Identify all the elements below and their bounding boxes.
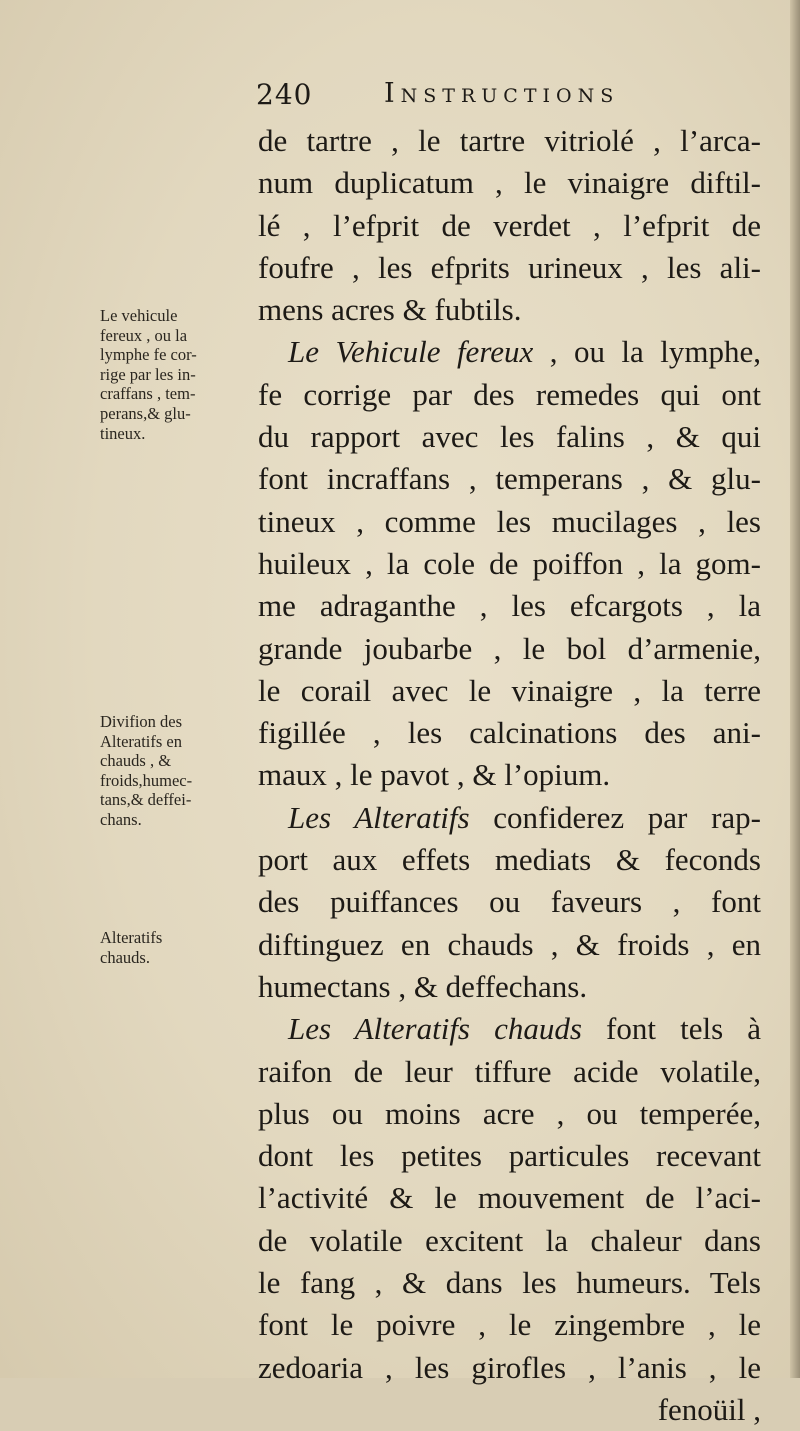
text-line	[258, 881, 761, 923]
text-line	[258, 205, 761, 247]
text-segment: dont les petites particules recevant	[258, 1138, 761, 1174]
text-segment: des puiffances ou faveurs , font	[258, 884, 761, 920]
text-line	[258, 374, 761, 416]
margin-note-line: chauds , &	[100, 751, 172, 771]
text-segment: de volatile excitent la chaleur dans	[258, 1222, 761, 1258]
text-segment: num duplicatum , le vinaigre diftil-	[258, 165, 761, 201]
text-segment: me adraganthe , les efcargots , la	[258, 588, 761, 624]
italic-segment: Les Alteratifs chauds	[288, 1011, 582, 1047]
text-segment: diftinguez en chauds , & froids , en	[258, 926, 761, 962]
margin-note-line: chauds.	[100, 947, 150, 967]
margin-note-line: perans,& glu-	[100, 403, 191, 423]
text-segment: confiderez par rap-	[469, 799, 761, 835]
text-segment: de tartre , le tartre vitriolé , l’arca-	[258, 123, 761, 158]
text-line	[258, 120, 761, 162]
margin-note-line: tans,& deffei-	[100, 790, 192, 810]
text-segment: lé , l’efprit de verdet , l’efprit de	[258, 207, 761, 243]
text-segment: le fang , & dans les humeurs. Tels	[258, 1265, 761, 1301]
text-segment: grande joubarbe , le bol d’armenie,	[258, 630, 761, 666]
running-head: Instructions	[384, 78, 620, 109]
text-segment: mens acres & fubtils.	[258, 292, 522, 328]
text-line	[258, 247, 761, 289]
text-segment: l’activité & le mouvement de l’aci-	[258, 1180, 761, 1216]
text-line	[258, 543, 761, 585]
text-segment: port aux effets mediats & feconds	[258, 842, 761, 878]
text-line	[258, 1304, 761, 1346]
margin-note-line: froids,humec-	[100, 770, 193, 790]
text-line	[258, 628, 761, 670]
text-segment: font incraffans , temperans , & glu-	[258, 461, 761, 497]
text-line	[258, 1051, 761, 1093]
margin-note-line: craffans , tem-	[100, 384, 196, 404]
text-segment: raifon de leur tiffure acide volatile,	[258, 1053, 761, 1089]
text-line	[258, 331, 761, 373]
margin-note-chauds	[100, 928, 260, 967]
margin-note-line: fereux , ou la	[100, 325, 188, 345]
text-line	[258, 416, 761, 458]
text-segment: font tels à	[581, 1011, 762, 1047]
text-line	[258, 670, 761, 712]
text-line	[258, 1093, 761, 1135]
body-text	[258, 120, 761, 1431]
text-line	[258, 754, 761, 796]
margin-note-line: Alteratifs en	[100, 731, 183, 751]
page-edge	[790, 0, 800, 1378]
text-line	[258, 1220, 761, 1262]
margin-note-line: Le vehicule	[100, 306, 178, 325]
italic-segment: Le Vehicule fereux	[288, 334, 534, 370]
italic-segment: Les Alteratifs	[288, 799, 470, 835]
text-segment: tineux , comme les mucilages , les	[258, 503, 761, 539]
text-line	[258, 1135, 761, 1177]
text-segment: le corail avec le vinaigre , la terre	[258, 672, 761, 708]
text-segment: figillée , les calcinations des ani-	[258, 715, 761, 751]
text-line	[258, 1177, 761, 1219]
text-line	[258, 1389, 761, 1431]
text-line	[258, 585, 761, 627]
text-line	[258, 289, 761, 331]
text-line	[258, 1262, 761, 1304]
page-header	[256, 78, 686, 118]
text-line	[258, 1008, 761, 1050]
text-segment: du rapport avec les falins , & qui	[258, 419, 761, 455]
margin-note-line: tineux.	[100, 423, 146, 443]
text-line	[258, 458, 761, 500]
text-line	[258, 162, 761, 204]
margin-note-line: rige par les in-	[100, 364, 196, 384]
text-line	[258, 797, 761, 839]
text-line	[258, 839, 761, 881]
text-line	[258, 712, 761, 754]
text-segment: foufre , les efprits urineux , les ali-	[258, 249, 761, 285]
text-line	[258, 501, 761, 543]
margin-note-line: Alteratifs	[100, 928, 163, 947]
margin-note-line: Divifion des	[100, 712, 183, 731]
text-line	[258, 1347, 761, 1389]
text-segment: fenoüil ,	[657, 1391, 761, 1427]
text-segment: , ou la lymphe,	[533, 334, 762, 370]
text-line	[258, 924, 761, 966]
margin-note-line: lymphe fe cor-	[100, 345, 197, 365]
text-line	[258, 966, 761, 1008]
page-number: 240	[256, 78, 313, 111]
margin-note-line: chans.	[100, 809, 142, 829]
text-segment: plus ou moins acre , ou temperée,	[258, 1095, 761, 1131]
text-segment: fe corrige par des remedes qui ont	[258, 376, 761, 412]
text-segment: humectans , & deffechans.	[258, 968, 588, 1004]
text-segment: font le poivre , le zingembre , le	[258, 1307, 761, 1343]
margin-note-vehicule	[100, 306, 260, 443]
text-segment: zedoaria , les girofles , l’anis , le	[258, 1349, 761, 1385]
margin-note-division	[100, 712, 260, 830]
text-segment: maux , le pavot , & l’opium.	[258, 757, 611, 793]
text-segment: huileux , la cole de poiffon , la gom-	[258, 545, 761, 581]
